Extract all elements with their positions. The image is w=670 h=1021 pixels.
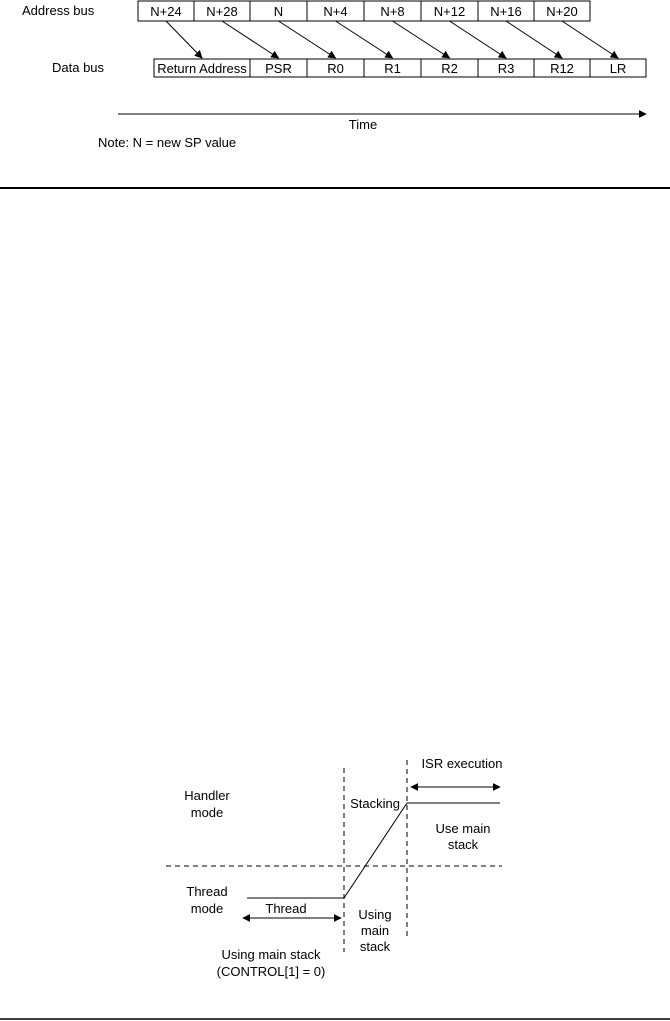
using-main-stack-label-2: main — [360, 923, 390, 938]
use-main-stack-label-2: stack — [447, 837, 479, 852]
address-cell-label: N+16 — [490, 4, 522, 19]
use-main-stack-label-1: Use main — [435, 821, 491, 836]
isr-execution-label: ISR execution — [421, 756, 503, 771]
address-cell-label: N — [273, 4, 284, 19]
address-bus-row — [138, 1, 590, 21]
bus-transfer-arrow — [166, 21, 202, 58]
data-cell-label: LR — [609, 61, 627, 76]
data-cell-label: R1 — [384, 61, 401, 76]
stacking-label: Stacking — [350, 796, 400, 811]
bus-transfer-arrow — [450, 21, 507, 58]
handler-mode-label-2: mode — [190, 805, 224, 820]
bus-transfer-arrow — [279, 21, 336, 58]
data-cell-label: Return Address — [157, 61, 247, 76]
address-cell-label: N+12 — [433, 4, 466, 19]
thread-mode-label-2: mode — [190, 901, 224, 916]
thread-mode-label-1: Thread — [186, 884, 228, 899]
data-cell-label: R3 — [497, 61, 515, 76]
address-cell-label: N+8 — [380, 4, 405, 19]
bus-transfer-arrow — [336, 21, 393, 58]
using-main-stack-label-3: stack — [359, 939, 391, 954]
bus-transfer-arrow — [222, 21, 279, 58]
bus-transfer-arrow — [393, 21, 450, 58]
using-main-stack-label-1: Using — [358, 907, 392, 922]
stacking-transition-line — [344, 803, 407, 898]
data-cell-label: R0 — [327, 61, 344, 76]
handler-mode-label-1: Handler — [184, 788, 230, 803]
data-bus-row — [154, 59, 646, 77]
data-cell-label: R2 — [441, 61, 458, 76]
data-cell-label: PSR — [265, 61, 292, 76]
address-bus-label: Address bus — [22, 3, 95, 18]
address-cell-label: N+28 — [206, 4, 238, 19]
address-cell-label: N+24 — [150, 4, 182, 19]
address-cell-label: N+20 — [546, 4, 578, 19]
data-bus-label: Data bus — [52, 60, 105, 75]
note-text: Note: N = new SP value — [98, 135, 237, 150]
bus-transfer-arrow — [506, 21, 562, 58]
time-label: Time — [348, 117, 378, 132]
footer-label-2: (CONTROL[1] = 0) — [216, 964, 326, 979]
data-cell-label: R12 — [550, 61, 574, 76]
thread-label: Thread — [265, 901, 307, 916]
bus-arrows — [166, 21, 618, 58]
address-cell-label: N+4 — [323, 4, 348, 19]
bus-transfer-arrow — [562, 21, 618, 58]
footer-label-1: Using main stack — [221, 947, 321, 962]
